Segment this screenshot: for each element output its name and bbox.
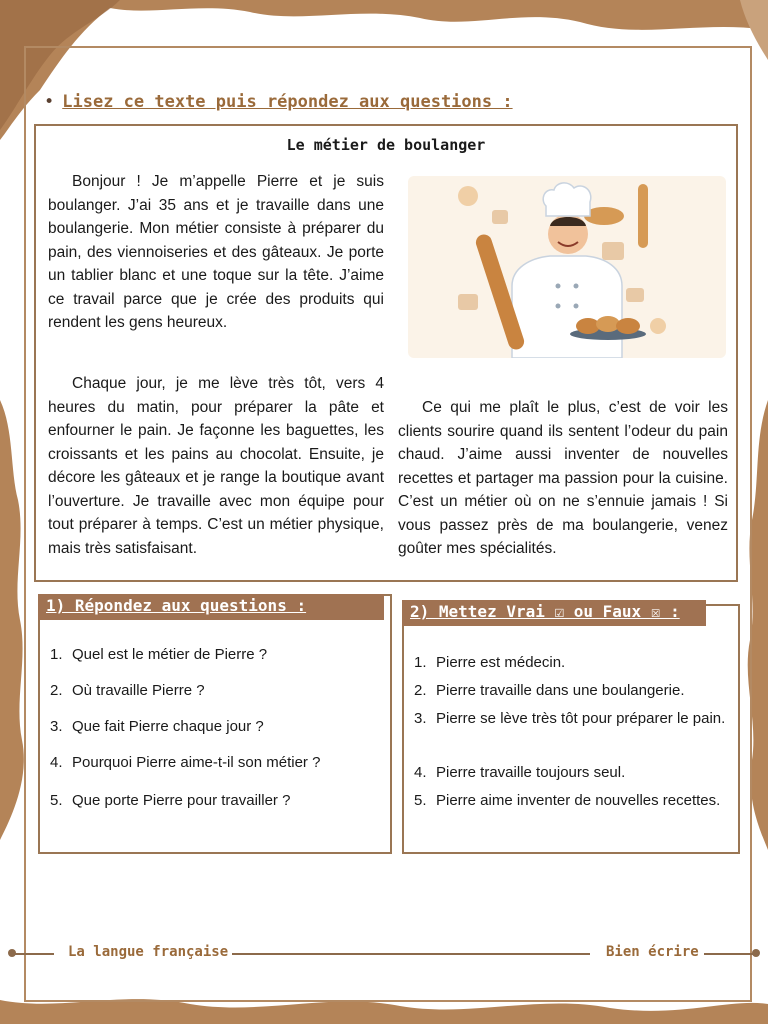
footer-rule	[704, 953, 756, 955]
bullet-icon: •	[44, 92, 55, 112]
question-number: 3.	[50, 718, 63, 735]
statement-number: 3.	[414, 710, 427, 727]
true-false-header	[402, 600, 706, 626]
question-text: Pourquoi Pierre aime-t-il son métier ?	[72, 754, 321, 771]
question-item	[50, 790, 290, 812]
true-false-title: 2) Mettez Vrai ☑ ou Faux ☒ :	[410, 602, 680, 621]
text-title: Le métier de boulanger	[286, 136, 486, 154]
question-item	[50, 644, 267, 666]
statement-number: 2.	[414, 682, 427, 699]
question-number: 2.	[50, 682, 63, 699]
footer-rule	[232, 953, 590, 955]
statement-text: Pierre est médecin.	[436, 654, 566, 671]
questions-header	[38, 594, 384, 620]
statement-number: 4.	[414, 764, 427, 781]
instruction-text: Lisez ce texte puis répondez aux questions :	[62, 92, 513, 112]
reading-text-box	[34, 124, 738, 582]
paragraph-3: Ce qui me plaît le plus, c’est de voir les clients sourire quand ils sentent l’odeur du pain chaud. J’aime aussi inventer de nouvelles recettes et partager ma passion pour la cuisine. C’est un métier où on ne s’ennuie jamais ! Si vous passez près de ma boulangerie, venez goûter mes spécialités.	[398, 399, 728, 557]
statement-text: Pierre travaille dans une boulangerie.	[436, 682, 685, 699]
question-item	[50, 680, 205, 702]
statement-text: Pierre aime inventer de nouvelles recettes.	[436, 792, 721, 809]
questions-section	[38, 594, 392, 854]
statement-number: 5.	[414, 792, 427, 809]
statement-text: Pierre se lève très tôt pour préparer le pain.	[436, 710, 726, 727]
statement-item	[414, 762, 732, 784]
question-number: 4.	[50, 754, 63, 771]
question-number: 5.	[50, 792, 63, 809]
true-false-section	[402, 604, 740, 854]
question-text: Où travaille Pierre ?	[72, 682, 205, 699]
question-number: 1.	[50, 646, 63, 663]
statement-text: Pierre travaille toujours seul.	[436, 764, 626, 781]
statement-item	[414, 652, 732, 674]
statement-item	[414, 708, 732, 730]
question-text: Quel est le métier de Pierre ?	[72, 646, 268, 663]
footer-right-text: Bien écrire	[606, 944, 699, 960]
question-item	[50, 752, 320, 774]
statement-number: 1.	[414, 654, 427, 671]
question-item	[50, 716, 264, 738]
footer-dot-right	[752, 949, 760, 957]
question-text: Que porte Pierre pour travailler ?	[72, 792, 291, 809]
questions-title: 1) Répondez aux questions :	[46, 596, 307, 615]
paragraph-2: Chaque jour, je me lève très tôt, vers 4 heures du matin, pour préparer la pâte et enfourner le pain. Je façonne les baguettes, les croissants et les pains au chocolat. Ensuite, je décore les gâteaux et je range la boutique avant l’ouverture. Je travaille avec mon équipe pour tout préparer à temps. C’est un métier physique, mais très satisfaisant.	[48, 375, 384, 557]
statement-item	[414, 790, 732, 812]
footer-left-text: La langue française	[68, 944, 229, 960]
baker-illustration	[408, 176, 726, 358]
instruction-line	[44, 92, 513, 112]
footer-rule	[12, 953, 54, 955]
paragraph-1: Bonjour ! Je m’appelle Pierre et je suis boulanger. J’ai 35 ans et je travaille dans une boulangerie. Mon métier consiste à préparer du pain, des viennoiseries et des gâteaux. Je porte un tablier blanc et une toque sur la tête. J’aime ce travail parce que je crée des produits qui rendent les gens heureux.	[48, 173, 384, 331]
question-text: Que fait Pierre chaque jour ?	[72, 718, 264, 735]
statement-item	[414, 680, 732, 702]
